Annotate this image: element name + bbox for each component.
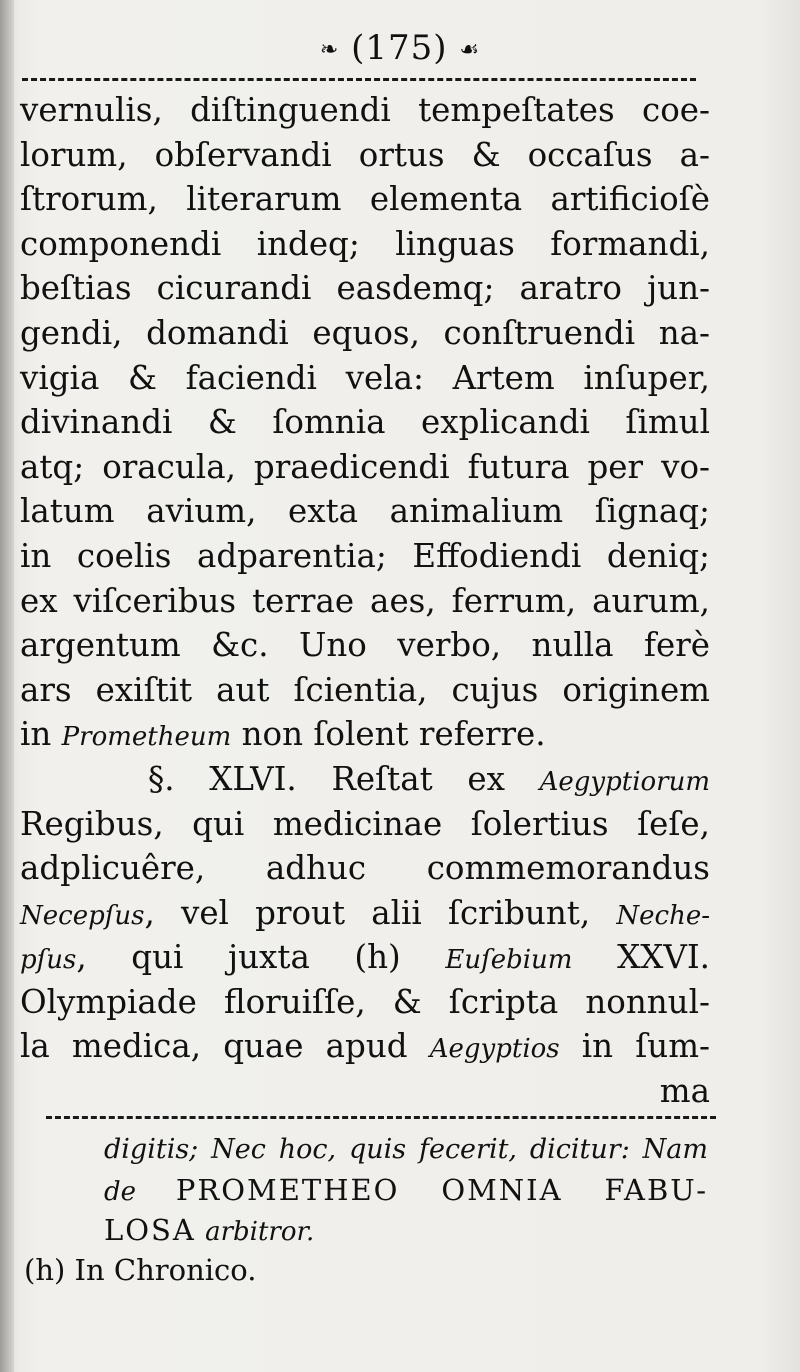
italic-name: pſus [20,945,77,976]
text-line [20,935,710,980]
caps-fragment: LOSA [104,1213,196,1247]
caps-fragment: PROMETHEO OMNIA FABU- [175,1173,708,1207]
text-line: vernulis, diſtinguendi tempeſtates coe- [20,91,710,129]
text-line: divinandi & ſomnia explicandi ſimul [20,403,710,442]
text-line: Olympiade floruiſſe, & ſcripta nonnul- [20,982,710,1021]
italic-name: Neche- [616,900,710,931]
left-ornament-icon: ❧ [319,37,340,63]
text-fragment: , vel prout alii ſcribunt, [144,893,591,932]
page-number: (175) [351,28,448,68]
text-fragment: XXVI. [617,938,710,977]
text-line [20,712,710,757]
italic-name: Prometheum [61,722,232,753]
text-line: argentum &c. Uno verbo, nulla ferè [20,626,710,665]
text-line: gendi, domandi equos, conſtruendi na- [20,313,710,352]
text-line: componendi indeq; linguas formandi, [20,224,710,263]
footnote-h: (h) In Chronico. [24,1253,257,1287]
italic-name: Euſebium [445,945,573,976]
footnote-line: digitis; Nec hoc, quis fecerit, dicitur: Nam [104,1134,708,1165]
catchword: ma [659,1072,710,1111]
footnote-line [104,1170,708,1210]
right-ornament-icon: ☙ [459,37,481,63]
page-gutter [0,0,14,1372]
italic-name: Aegyptiorum [539,766,710,797]
page-header [0,28,800,68]
italic-fragment: arbitror. [205,1217,315,1247]
text-line: ex viſceribus terrae aes, ferrum, aurum, [20,581,710,620]
header-rule [22,78,696,81]
text-line: ſtrorum, literarum elementa artificioſè [20,180,710,219]
italic-fragment: de [104,1177,137,1207]
text-fragment: non ſolent referre. [241,715,546,754]
text-fragment: , qui juxta (h) [76,938,401,977]
text-line: Regibus, qui medicinae ſolertius ſeſe, [20,804,710,843]
text-line: adplicuêre, adhuc commemorandus [20,849,710,888]
text-line [20,1024,710,1069]
text-line: beſtias cicurandi easdemq; aratro jun- [20,269,710,308]
section-heading-line [20,757,710,802]
text-line: in coelis adparentia; Effodiendi deniq; [20,536,710,575]
text-fragment: in ſum- [581,1027,710,1066]
text-line: ars exiſtit aut ſcientia, cujus originem [20,670,710,709]
italic-name: Aegyptios [429,1034,560,1065]
italic-name: Necepſus [20,900,145,931]
text-line: lorum, obſervandi ortus & occaſus a- [20,135,710,174]
section-label: §. XLVI. Reſtat ex [148,759,505,798]
footnote-line [104,1210,708,1250]
text-line [20,891,710,936]
text-fragment: in [20,715,52,754]
footnotes [104,1130,708,1250]
text-fragment: la medica, quae apud [20,1027,408,1066]
text-line: latum avium, exta animalium ſignaq; [20,492,710,531]
text-line: atq; oracula, praedicendi futura per vo- [20,447,710,486]
text-line: vigia & faciendi vela: Artem inſuper, [20,358,710,397]
main-text [20,88,710,1114]
footnote-rule [46,1116,716,1119]
